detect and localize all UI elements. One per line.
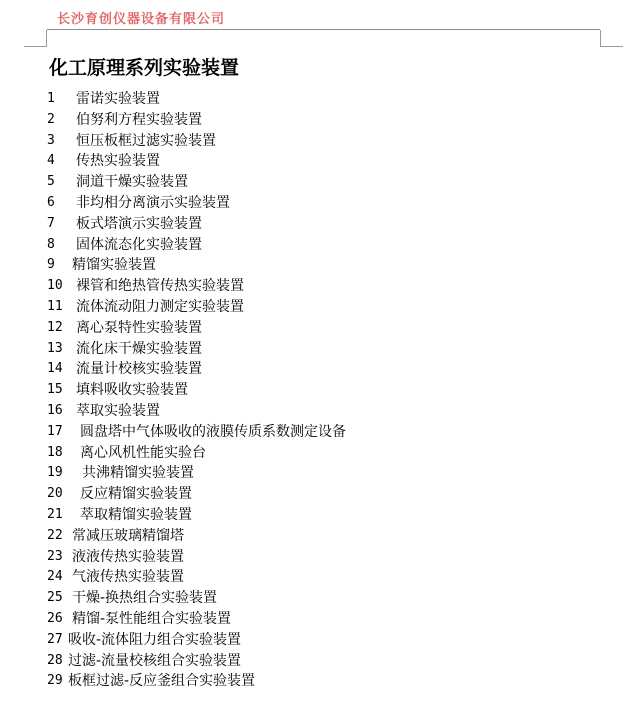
list-item-number: 28 [47,652,63,668]
list-item-label: 恒压板框过滤实验装置 [76,132,216,149]
list-item-number: 27 [47,631,63,647]
list-item-number: 4 [47,153,55,169]
list-item-number: 17 [47,423,63,439]
list-item-label: 洞道干燥实验装置 [76,174,188,191]
list-item-number: 11 [47,298,63,314]
list-item-label: 非均相分离演示实验装置 [76,194,230,211]
list-item-number: 6 [47,194,55,210]
page-corner-mark-left [24,30,47,47]
list-item-number: 12 [47,319,63,335]
list-item-label: 圆盘塔中气体吸收的液膜传质系数测定设备 [80,423,346,440]
list-item-number: 23 [47,548,63,564]
list-item-label: 共沸精馏实验装置 [82,465,194,482]
list-item-number: 19 [47,465,63,481]
list-item-label: 反应精馏实验装置 [80,486,192,503]
list-item-label: 固体流态化实验装置 [76,236,202,253]
list-item-label: 离心风机性能实验台 [80,444,206,461]
list-item-number: 13 [47,340,63,356]
list-item-label: 流化床干燥实验装置 [76,340,202,357]
list-item-number: 2 [47,111,55,127]
list-item-number: 14 [47,361,63,377]
list-item-number: 7 [47,215,55,231]
list-item-number: 10 [47,278,63,294]
list-item-label: 常减压玻璃精馏塔 [72,527,184,544]
list-item-label: 吸收-流体阻力组合实验装置 [68,631,242,648]
list-item-number: 15 [47,382,63,398]
list-item-label: 干燥-换热组合实验装置 [72,590,218,607]
list-item-number: 3 [47,132,55,148]
list-item-label: 精馏实验装置 [72,257,156,274]
list-item-number: 1 [47,91,55,106]
list-item-number: 24 [47,569,63,585]
company-name-header: 长沙育创仪器设备有限公司 [57,12,226,27]
list-item-number: 29 [47,673,63,689]
list-item-label: 裸管和绝热管传热实验装置 [76,278,244,295]
list-item-label: 离心泵特性实验装置 [76,319,202,336]
list-item-label: 板式塔演示实验装置 [76,215,202,232]
list-item-number: 18 [47,444,63,460]
list-item-number: 26 [47,610,63,626]
list-item-label: 萃取精馏实验装置 [80,506,192,523]
list-item-label: 板框过滤-反应釜组合实验装置 [68,673,256,690]
list-item-label: 过滤-流量校核组合实验装置 [68,652,242,669]
list-item-label: 萃取实验装置 [76,402,160,419]
list-item-label: 雷诺实验装置 [76,91,160,107]
list-item-number: 5 [47,174,55,190]
list-item-label: 气液传热实验装置 [72,569,184,586]
list-item-label: 液液传热实验装置 [72,548,184,565]
list-item-number: 21 [47,506,63,522]
list-item-number: 20 [47,486,63,502]
list-item-label: 精馏-泵性能组合实验装置 [72,610,232,627]
list-item-label: 传热实验装置 [76,153,160,170]
document-title: 化工原理系列实验装置 [49,57,240,79]
list-item-label: 伯努利方程实验装置 [76,111,202,128]
list-item-label: 流量计校核实验装置 [76,361,202,378]
list-item-number: 9 [47,257,55,273]
page-corner-mark-right [600,30,623,47]
list-item-number: 16 [47,402,63,418]
list-item-number: 8 [47,236,55,252]
header-rule [47,29,600,30]
list-item-label: 填料吸收实验装置 [76,382,188,399]
list-item-label: 流体流动阻力测定实验装置 [76,298,244,315]
list-item-number: 22 [47,527,63,543]
list-item-number: 25 [47,590,63,606]
